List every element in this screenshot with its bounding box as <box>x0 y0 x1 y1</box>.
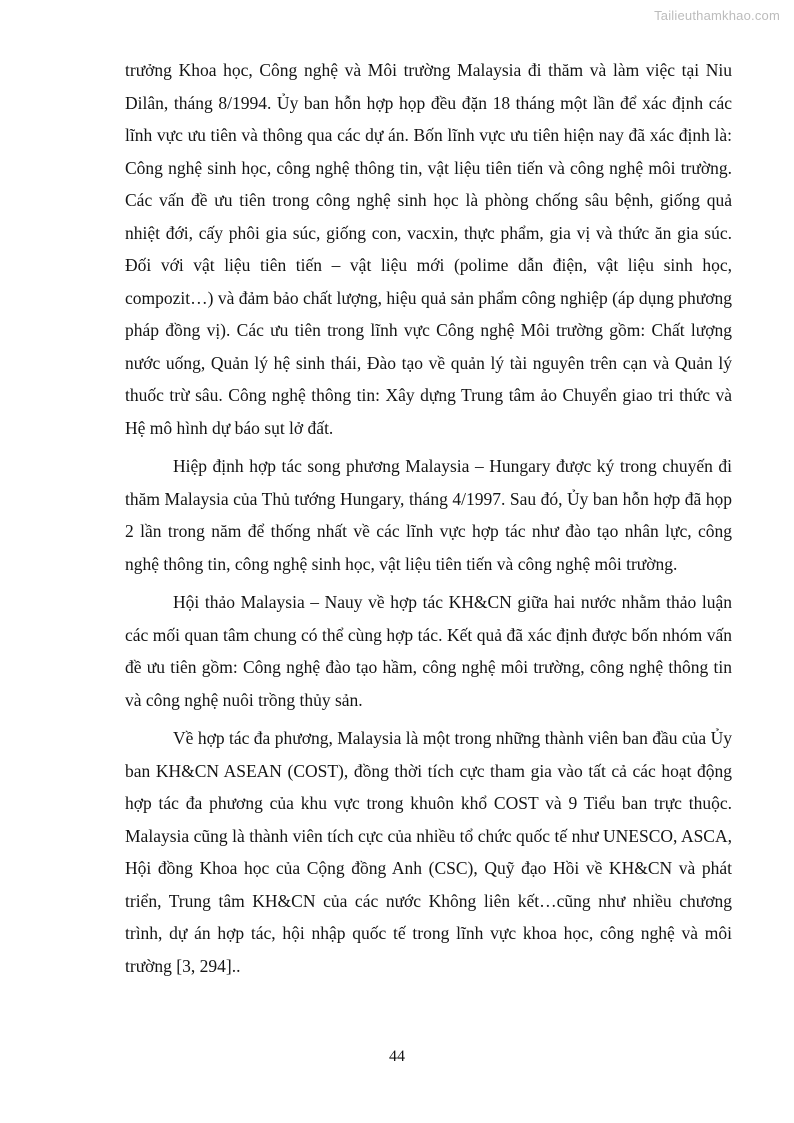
watermark-text: Tailieuthamkhao.com <box>654 8 780 23</box>
body-paragraph: Về hợp tác đa phương, Malaysia là một trong những thành viên ban đầu của Ủy ban KH&CN ASEAN (COST), đồng thời tích cực tham gia vào tất cả các hoạt động hợp tác đa phương của khu vực trong khuôn khổ COST và 9 Tiểu ban trực thuộc. Malaysia cũng là thành viên tích cực của nhiều tổ chức quốc tế như UNESCO, ASCA, Hội đồng Khoa học của Cộng đồng Anh (CSC), Quỹ đạo Hồi về KH&CN và phát triển, Trung tâm KH&CN của các nước Không liên kết…cũng như nhiều chương trình, dự án hợp tác, hội nhập quốc tế trong lĩnh vực khoa học, công nghệ và môi trường [3, 294].. <box>125 728 732 976</box>
body-paragraph: Hiệp định hợp tác song phương Malaysia – Hungary được ký trong chuyến đi thăm Malaysia của Thủ tướng Hungary, tháng 4/1997. Sau đó, Ủy ban hỗn hợp đã họp 2 lần trong năm để thống nhất về các lĩnh vực hợp tác như đào tạo nhân lực, công nghệ thông tin, công nghệ sinh học, vật liệu tiên tiến và công nghệ môi trường. <box>125 456 732 574</box>
page-body <box>125 54 732 988</box>
page-number: 44 <box>389 1048 405 1065</box>
body-paragraph: Hội thảo Malaysia – Nauy về hợp tác KH&CN giữa hai nước nhằm thảo luận các mối quan tâm chung có thể cùng hợp tác. Kết quả đã xác định được bốn nhóm vấn đề ưu tiên gồm: Công nghệ đào tạo hầm, công nghệ môi trường, công nghệ thông tin và công nghệ nuôi trồng thủy sản. <box>125 592 732 710</box>
body-paragraph: trưởng Khoa học, Công nghệ và Môi trường Malaysia đi thăm và làm việc tại Niu Dilân, tháng 8/1994. Ủy ban hỗn hợp họp đều đặn 18 tháng một lần để xác định các lĩnh vực ưu tiên và thông qua các dự án. Bốn lĩnh vực ưu tiên hiện nay đã xác định là: Công nghệ sinh học, công nghệ thông tin, vật liệu tiên tiến và công nghệ môi trường. Các vấn đề ưu tiên trong công nghệ sinh học là phòng chống sâu bệnh, giống quả nhiệt đới, cấy phôi gia súc, giống con, vacxin, thực phẩm, gia vị và thức ăn gia súc. Đối với vật liệu tiên tiến – vật liệu mới (polime dẫn điện, vật liệu sinh học, compozit…) và đảm bảo chất lượng, hiệu quả sản phẩm công nghiệp (áp dụng phương pháp đồng vị). Các ưu tiên trong lĩnh vực Công nghệ Môi trường gồm: Chất lượng nước uống, Quản lý hệ sinh thái, Đào tạo về quản lý tài nguyên trên cạn và Quản lý thuốc trừ sâu. Công nghệ thông tin: Xây dựng Trung tâm ảo Chuyển giao tri thức và Hệ mô hình dự báo sụt lở đất. <box>125 60 732 438</box>
